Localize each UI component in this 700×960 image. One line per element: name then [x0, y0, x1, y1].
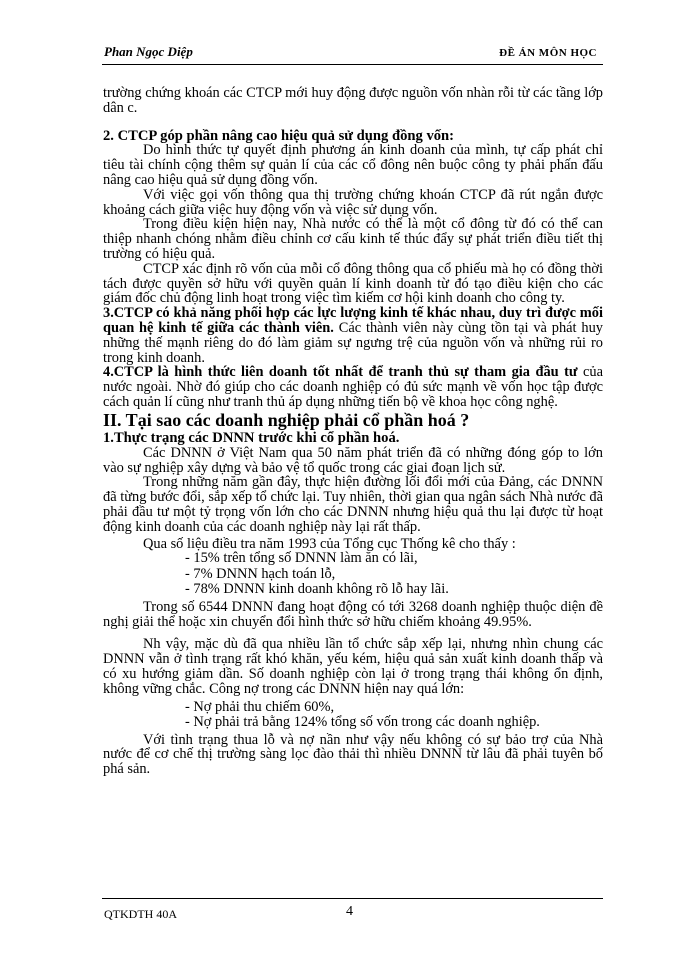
paragraph-II-1b: Trong những năm gần đây, thực hiện đường lối đổi mới của Đảng, các DNNN đã từng bước đổi, sắp xếp tổ chức lại. Tuy nhiên, thời gian qua ngân sách Nhà nước đã phải đầu tư một tỷ trọng vốn lớn cho các DNNN nhưng hiệu quả thu lại được từ hoạt động kinh doanh của các doanh nghiệp này lại rất thấp.: [103, 474, 603, 535]
paragraph-2d: CTCP xác định rõ vốn của mỗi cổ đông thông qua cổ phiếu mà họ có đồng thời tách được quyền sở hữu với quyền quản lí kinh doanh từ đó tạo điều kiện cho các giám đốc chủ động linh hoạt trong việc tìm kiếm cơ hội kinh doanh cho công ty.: [103, 260, 603, 307]
header-doc-type: ĐỀ ÁN MÔN HỌC: [499, 47, 597, 59]
paragraph-3-text: Các thành viên này cùng tồn tại và phát huy những thế mạnh riêng do đó làm giảm sự ngưng trệ của nguồn vốn và những rủi ro trong kinh doanh.: [103, 319, 603, 366]
paragraph-6544: Trong số 6544 DNNN đang hoạt động có tới 3268 doanh nghiệp thuộc diện đề nghị giải thể hoặc xin chuyển đổi hình thức sở hữu chiếm khoảng 49.95%.: [103, 598, 603, 630]
paragraph-final: Với tình trạng thua lỗ và nợ nần như vậy nếu không có sự bảo trợ của Nhà nước để cơ chế thị trường sàng lọc đào thải thì nhiều DNNN từ lâu đã phải tuyên bố phá sản.: [103, 731, 603, 778]
page-content: [103, 86, 603, 777]
list-item-debt-1: - Nợ phải thu chiếm 60%,: [185, 698, 335, 715]
page-number: 4: [346, 904, 353, 919]
paragraph-section-4: [103, 365, 603, 409]
paragraph-2a: Do hình thức tự quyết định phương án kinh doanh của mình, tự cấp phát chỉ tiêu tài chính cộng thêm sự quản lí của các cổ đông nên buộc công ty phải phấn đấu nâng cao hiệu quả sử dụng đồng vốn.: [103, 142, 603, 188]
heading-section-2: 2. CTCP góp phần nâng cao hiệu quả sử dụng đồng vốn:: [103, 127, 455, 144]
list-item-survey-1: - 15% trên tổng số DNNN làm ăn có lãi,: [185, 550, 418, 567]
paragraph-survey: Qua số liệu điều tra năm 1993 của Tổng cục Thống kê cho thấy :: [143, 535, 516, 552]
paragraph-II-1a: Các DNNN ở Việt Nam qua 50 năm phát triển đã có những đóng góp to lớn vào sự nghiệp xây dựng và bảo vệ tổ quốc trong các giai đoạn lịch sử.: [103, 444, 603, 476]
heading-II-1: 1.Thực trạng các DNNN trước khi cổ phần hoá.: [103, 429, 400, 446]
header-rule: [102, 64, 603, 65]
paragraph-section-3: [103, 306, 603, 365]
paragraph-nhvay: Nh vậy, mặc dù đã qua nhiều lần tổ chức sắp xếp lại, nhưng nhìn chung các DNNN vẫn ở tình trạng rất khó khăn, yếu kém, hiệu quả sản xuất kinh doanh thấp và có xu hướng giảm dần. Số doanh nghiệp còn lại ở trong trạng thái không ổn định, không vững chắc. Công nợ trong các DNNN hiện nay quá lớn:: [103, 636, 603, 697]
list-item-debt-2: - Nợ phải trả bằng 124% tổng số vốn trong các doanh nghiệp.: [185, 714, 540, 731]
heading-section-4: 4.CTCP là hình thức liên doanh tốt nhất để tranh thủ sự tham gia đầu tư: [103, 364, 578, 381]
paragraph-2c: Trong điều kiện hiện nay, Nhà nước có thể là một cổ đông từ đó có thể can thiệp nhanh chóng nhằm điều chỉnh cơ cấu kinh tế thúc đẩy sự phát triển điều tiết thị trường có hiệu quả.: [103, 216, 603, 262]
heading-section-3: 3.CTCP có khả năng phối hợp các lực lượng kinh tế khác nhau, duy trì được mối quan hệ kinh tế giữa các thành viên.: [103, 305, 603, 336]
footer-rule: [102, 898, 603, 899]
paragraph-2b: Với việc gọi vốn thông qua thị trường chứng khoán CTCP đã rút ngắn được khoảng cách giữa việc huy động vốn và việc sử dụng vốn.: [103, 186, 603, 218]
list-item-survey-2: - 7% DNNN hạch toán lỗ,: [185, 565, 336, 582]
paragraph-intro: trường chứng khoán các CTCP mới huy động được nguồn vốn nhàn rỗi từ các tầng lớp dân c.: [103, 85, 603, 116]
header-author: Phan Ngọc Diệp: [104, 44, 193, 59]
heading-part-II: II. Tại sao các doanh nghiệp phải cổ phần hoá ?: [103, 409, 470, 430]
footer-class-code: QTKDTH 40A: [104, 907, 177, 921]
paragraph-4-text: của nước ngoài. Nhờ đó giúp cho các doanh nghiệp có đủ sức mạnh về vốn học tập được cách quản lí cũng như tranh thủ áp dụng những tiến bộ về khoa học công nghệ.: [103, 364, 603, 410]
list-item-survey-3: - 78% DNNN kinh doanh không rõ lỗ hay lãi.: [185, 581, 449, 598]
